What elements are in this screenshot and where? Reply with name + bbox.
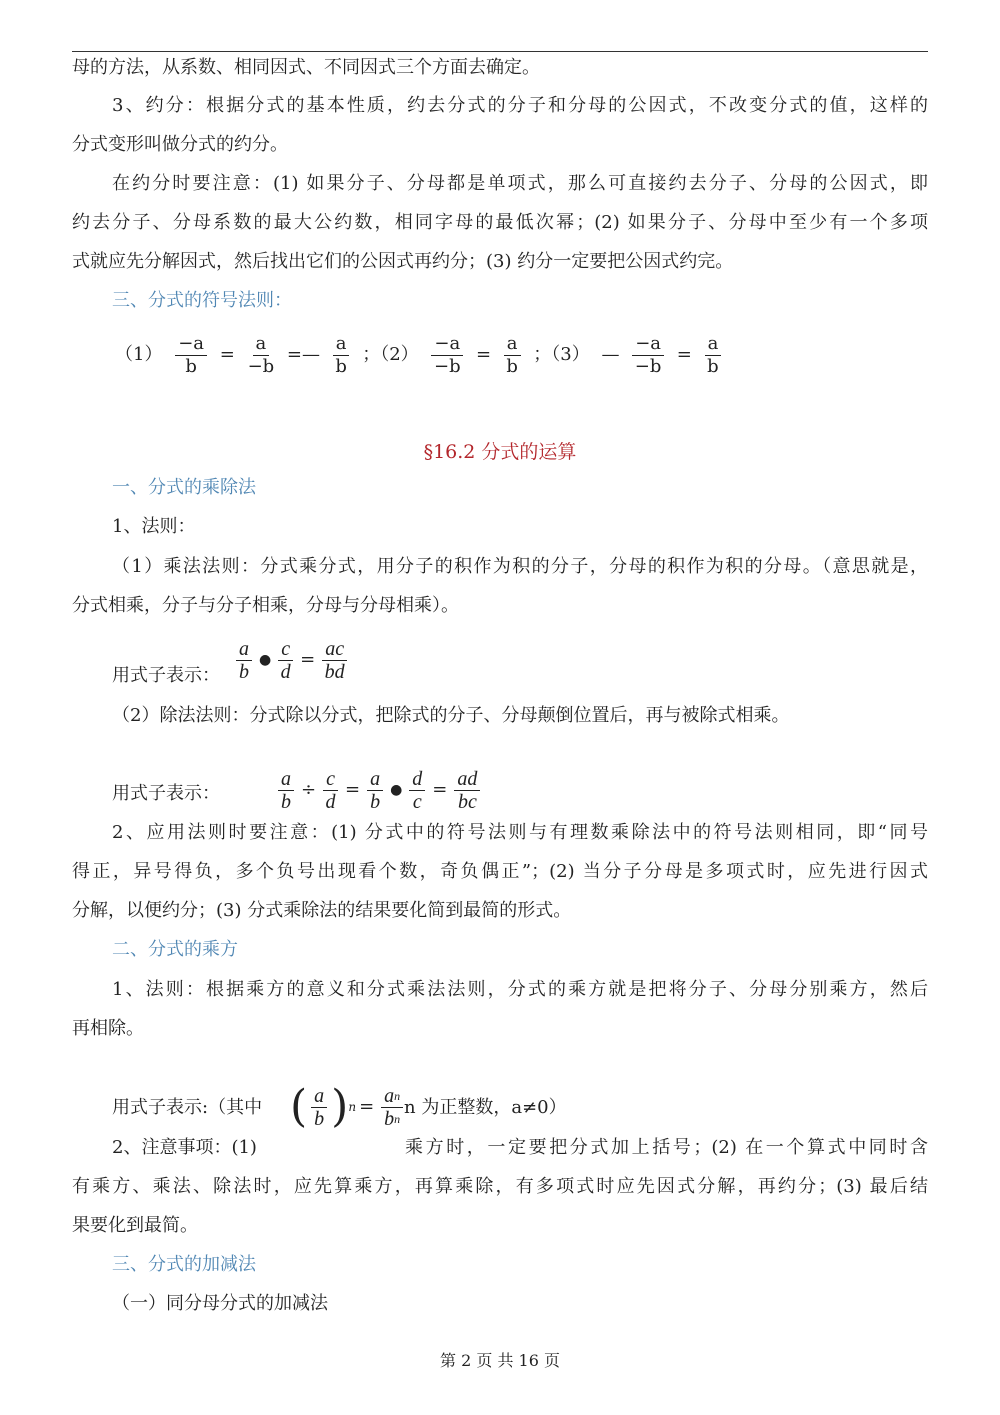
text-line: 果要化到最简。 bbox=[72, 1215, 198, 1236]
text-line: 乘方时，一定要把分式加上括号；(2) 在一个算式中同时含 bbox=[405, 1137, 928, 1158]
section-heading: 二、分式的乘方 bbox=[112, 939, 238, 960]
section-heading: 三、分式的加减法 bbox=[112, 1254, 256, 1275]
text-line: 得正，异号得负，多个负号出现看个数，奇负偶正”；(2) 当分子分母是多项式时，应先进行因式 bbox=[72, 861, 928, 882]
multiplication-formula: $\frac{a}{b}$ ● $\frac{c}{d}$ = $\frac{ac}{bd}$ bbox=[232, 636, 351, 684]
section-heading: 一、分式的乘除法 bbox=[112, 477, 256, 498]
fraction: $\frac{-a}{b}$ bbox=[175, 333, 207, 378]
header-rule bbox=[72, 51, 928, 52]
text-line: 式就应先分解因式，然后找出它们的公因式再约分；(3) 约分一定要把公因式约完。 bbox=[72, 251, 734, 272]
text-line: 1、法则： bbox=[112, 516, 196, 537]
section-heading: 三、分式的符号法则： bbox=[112, 290, 292, 311]
text-line: （2）除法法则：分式除以分式，把除式的分子、分母颠倒位置后，再与被除式相乘。 bbox=[112, 705, 790, 726]
text-line: 分式相乘，分子与分子相乘，分母与分母相乘）。 bbox=[72, 595, 459, 616]
page-number: 第 2 页 共 16 页 bbox=[440, 1351, 560, 1370]
division-formula: $\frac{a}{b}$ ÷ $\frac{c}{d}$ = $\frac{a}{b}$ ● $\frac{d}{c}$ = $\frac{ad}{bc}$ bbox=[274, 766, 484, 814]
power-formula: ( $\frac{a}{b}$ )$^n$ = $\frac{a^n}{b^n}$ bbox=[290, 1082, 407, 1132]
text-line: 母的方法，从系数、相同因式、不同因式三个方面去确定。 bbox=[72, 57, 540, 78]
text-line: n 为正整数，a≠0） bbox=[404, 1097, 567, 1118]
text-line: 3、约分：根据分式的基本性质，约去分式的分子和分母的公因式，不改变分式的值，这样的 bbox=[112, 95, 928, 116]
text-line: 2、应用法则时要注意：(1) 分式中的符号法则与有理数乘除法中的符号法则相同，即“同号 bbox=[112, 822, 928, 843]
text-line: 用式子表示： bbox=[112, 783, 220, 804]
fraction: $\frac{a}{b}$ bbox=[705, 333, 722, 378]
text-line: 有乘方、乘法、除法时，应先算乘方，再算乘除，有多项式时应先因式分解，再约分；(3) 最后结 bbox=[72, 1176, 928, 1197]
text-line: 在约分时要注意：(1) 如果分子、分母都是单项式，那么可直接约去分子、分母的公因式，即 bbox=[112, 173, 928, 194]
text-line: 2、注意事项：(1) bbox=[112, 1137, 257, 1158]
sign-rule-formulas: （1） $\frac{-a}{b}$ = $\frac{a}{-b}$ =— $\frac{a}{b}$ ；（2） $\frac{-a}{-b}$ = $\frac{a}{b}$ ；（3） — $\frac{-a}{-b}$ = $\frac{a}{b}$ bbox=[112, 330, 725, 380]
text-line: （一）同分母分式的加减法 bbox=[112, 1293, 328, 1314]
fraction: $\frac{-a}{-b}$ bbox=[632, 333, 664, 378]
text-line: 1、法则：根据乘方的意义和分式乘法法则，分式的乘方就是把将分子、分母分别乘方，然后 bbox=[112, 979, 928, 1000]
fraction: $\frac{-a}{-b}$ bbox=[431, 333, 463, 378]
text-line: 约去分子、分母系数的最大公约数，相同字母的最低次幂；(2) 如果分子、分母中至少有一个多项 bbox=[72, 212, 928, 233]
fraction: $\frac{a}{b}$ bbox=[504, 333, 521, 378]
fraction: $\frac{a}{b}$ bbox=[333, 333, 350, 378]
text-line: 用式子表示： bbox=[112, 665, 220, 686]
label: （1） bbox=[115, 344, 163, 365]
text-line: 用式子表示:（其中 bbox=[112, 1097, 263, 1118]
text-line: 分解，以便约分；(3) 分式乘除法的结果要化简到最简的形式。 bbox=[72, 900, 572, 921]
section-title: §16.2 分式的运算 bbox=[423, 441, 577, 463]
text-line: （1）乘法法则：分式乘分式，用分子的积作为积的分子，分母的积作为积的分母。（意思就是， bbox=[112, 556, 928, 577]
text-line: 再相除。 bbox=[72, 1018, 144, 1039]
fraction: $\frac{a}{-b}$ bbox=[247, 332, 275, 377]
text-line: 分式变形叫做分式的约分。 bbox=[72, 134, 288, 155]
